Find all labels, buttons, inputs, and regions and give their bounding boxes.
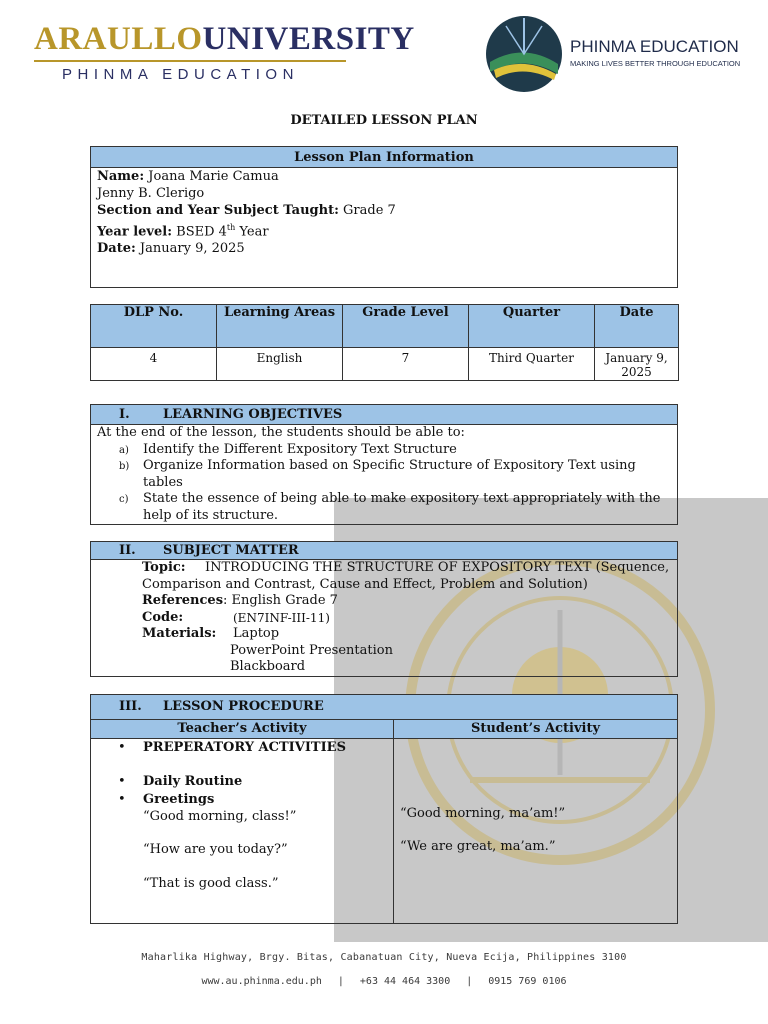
name-value: Joana Marie Camua	[148, 169, 279, 184]
name2-value: Jenny B. Clerigo	[97, 186, 205, 201]
phinma-emblem-icon	[484, 12, 564, 96]
table-row	[91, 348, 679, 381]
teacher-activity-column: • PREPERATORY ACTIVITIES • Daily Routine • Greetings “Good morning, class!” “How are you today?” “That is good class.”	[91, 739, 394, 923]
table-header: Learning Areas	[217, 305, 343, 348]
table-cell: January 9, 2025	[595, 348, 679, 381]
student-activity-column: “Good morning, ma’am!” “We are great, ma’am.”	[400, 806, 566, 854]
phinma-name: PHINMA EDUCATION	[570, 37, 739, 56]
table-header: Quarter	[469, 305, 595, 348]
dlp-table	[90, 304, 679, 381]
table-cell: English	[217, 348, 343, 381]
table-header: DLP No.	[91, 305, 217, 348]
table-header-row	[91, 305, 679, 348]
student-activity-heading: Student’s Activity	[470, 721, 601, 736]
learning-objectives-heading: I. LEARNING OBJECTIVES	[91, 405, 677, 425]
footer-contacts: www.au.phinma.edu.ph | +63 44 464 3300 | 0915 769 0106	[201, 976, 567, 987]
lesson-procedure-heading: III. LESSON PROCEDURE	[91, 695, 677, 720]
procedure-columns-header	[91, 720, 677, 739]
table-cell: 4	[91, 348, 217, 381]
objectives-intro: At the end of the lesson, the students should be able to:	[97, 425, 465, 440]
phinma-education-logo	[484, 12, 754, 98]
section-value: Grade 7	[343, 203, 396, 218]
phinma-tagline: MAKING LIVES BETTER THROUGH EDUCATION	[570, 59, 741, 68]
phone-number: +63 44 464 3300	[359, 976, 451, 987]
lesson-plan-info-box: Lesson Plan Information Name: Joana Marie Camua Jenny B. Clerigo Section and Year Subject Taught: Grade 7 Year level: BSED 4th Year Date: January 9, 2025	[90, 146, 678, 288]
lesson-procedure-box	[90, 694, 678, 924]
subject-matter-heading: II. SUBJECT MATTER	[91, 542, 677, 560]
learning-objectives-box	[90, 404, 678, 525]
subject-matter-box: II. SUBJECT MATTER Topic: INTRODUCING THE STRUCTURE OF EXPOSITORY TEXT (Sequence, Comparison and Contrast, Cause and Effect, Problem and Solution) References : English Grade 7 Code: (EN7INF-III-11) Materials: Laptop PowerPoint Presentation Blackboard	[90, 541, 678, 677]
list-item: b) Organize Information based on Specific Structure of Expository Text using tables	[119, 458, 636, 490]
objectives-list	[97, 442, 671, 525]
document-title: DETAILED LESSON PLAN	[290, 113, 478, 128]
date-value: January 9, 2025	[139, 241, 245, 257]
mobile-number: 0915 769 0106	[488, 976, 567, 987]
lesson-plan-info-heading: Lesson Plan Information	[91, 147, 677, 168]
footer-address: Maharlika Highway, Brgy. Bitas, Cabanatuan City, Nueva Ecija, Philippines 3100	[141, 952, 627, 963]
list-item: a) Identify the Different Expository Text Structure	[119, 441, 457, 457]
table-cell: Third Quarter	[469, 348, 595, 381]
table-header: Date	[595, 305, 679, 348]
website-link[interactable]: www.au.phinma.edu.ph	[201, 976, 322, 987]
table-cell: 7	[343, 348, 469, 381]
list-item: c) State the essence of being able to make expository text appropriately with the help of its structure.	[119, 491, 661, 523]
araullo-university-logo: ARAULLOUNIVERSITY PHINMA EDUCATION	[34, 21, 415, 83]
table-header: Grade Level	[343, 305, 469, 348]
teacher-activity-heading: Teacher’s Activity	[91, 720, 394, 738]
university-sub: PHINMA EDUCATION	[62, 66, 299, 83]
